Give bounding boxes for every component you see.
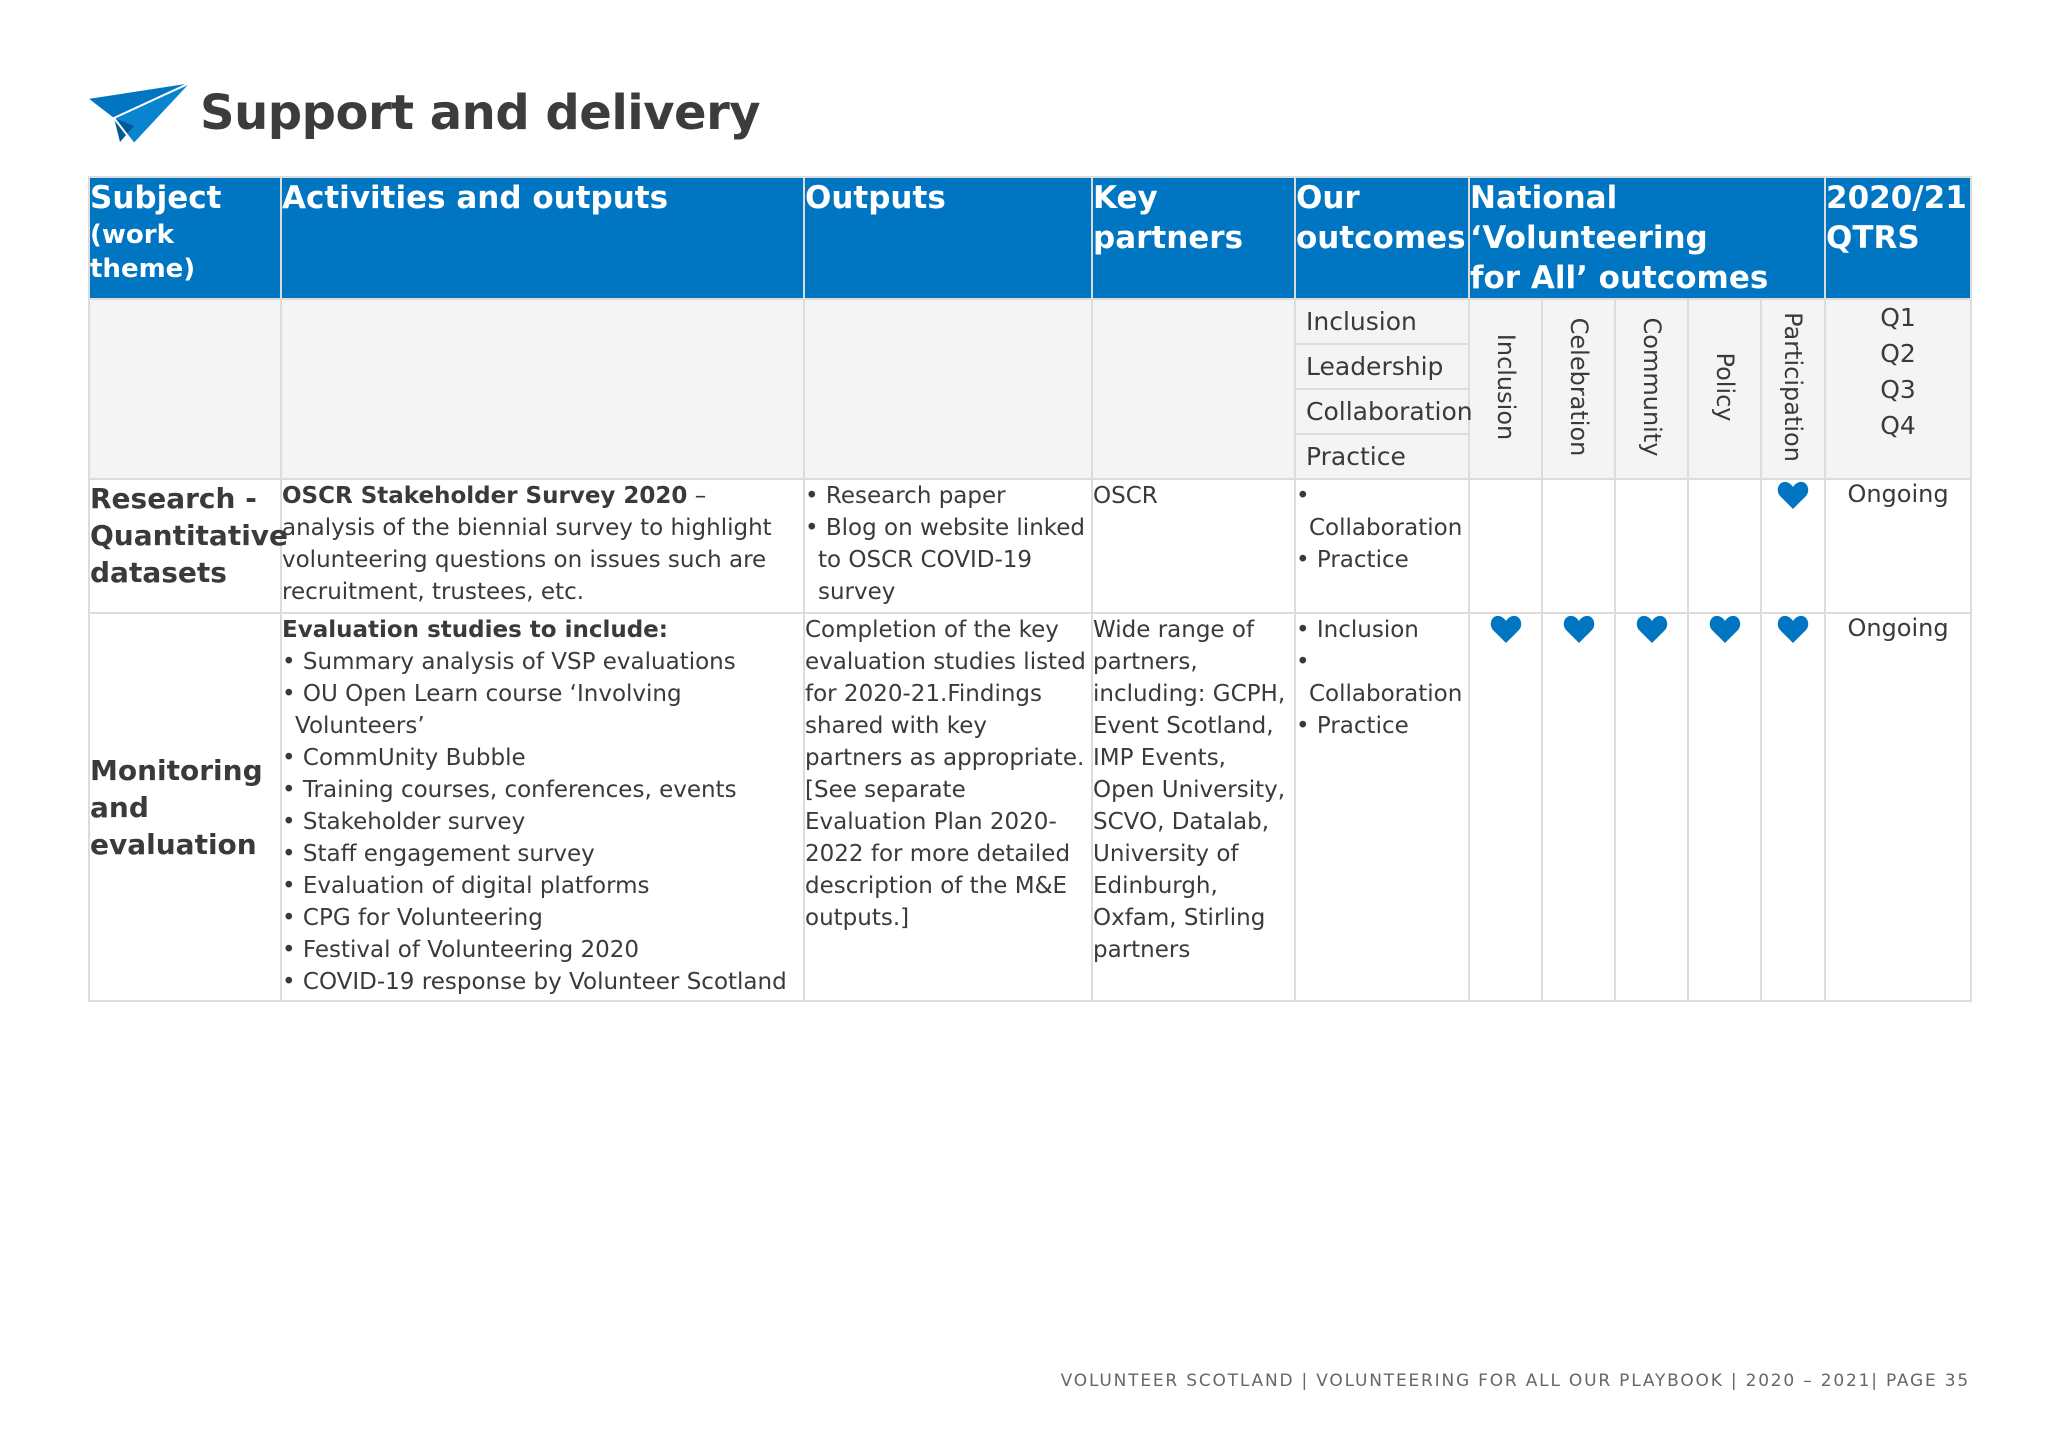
header-qtrs: 2020/21 QTRS — [1825, 177, 1971, 299]
support-delivery-table — [88, 176, 1972, 1002]
heart-icon — [1636, 614, 1668, 644]
header-national-outcomes: National ‘Volunteering for All’ outcomes — [1469, 177, 1825, 299]
mark-community — [1615, 613, 1688, 1001]
row-outputs: • Research paper • Blog on website linked to OSCR COVID-19 survey — [804, 479, 1092, 613]
row-qtrs: Ongoing — [1825, 479, 1971, 613]
header-outputs: Outputs — [804, 177, 1092, 299]
outcome-leadership: Leadership — [1296, 345, 1468, 390]
heart-icon — [1563, 614, 1595, 644]
outcome-inclusion: Inclusion — [1296, 300, 1468, 345]
header-our-outcomes: Our outcomes — [1295, 177, 1469, 299]
page-title: Support and delivery — [200, 85, 761, 141]
mark-participation — [1761, 479, 1825, 613]
header-activities: Activities and outputs — [281, 177, 804, 299]
row-outputs: Completion of the key evaluation studies listed for 2020-21.Findings shared with key partners as appropriate. [See separate Evaluation Plan 2020-2022 for more detailed description of the M&E outputs.] — [804, 613, 1092, 1001]
national-policy: Policy — [1710, 352, 1739, 422]
row-activities: OSCR Stakeholder Survey 2020 – analysis of the biennial survey to highlight volunteering questions on issues such are recruitment, trustees, etc. — [281, 479, 804, 613]
heart-icon — [1777, 480, 1809, 510]
mark-participation — [1761, 613, 1825, 1001]
outcome-collaboration: Collaboration — [1296, 390, 1468, 435]
mark-celebration — [1542, 479, 1615, 613]
national-community: Community — [1637, 317, 1666, 457]
mark-inclusion — [1469, 613, 1542, 1001]
header-key-partners: Key partners — [1092, 177, 1295, 299]
page-footer: VOLUNTEER SCOTLAND | VOLUNTEERING FOR ALL OUR PLAYBOOK | 2020 – 2021| PAGE 35 — [1060, 1371, 1970, 1391]
mark-inclusion — [1469, 479, 1542, 613]
row-subject: Monitoring and evaluation — [89, 613, 281, 1001]
mark-celebration — [1542, 613, 1615, 1001]
row-partners: Wide range of partners, including: GCPH, Event Scotland, IMP Events, Open University, SCVO, Datalab, University of Edinburgh, Oxfam, Stirling partners — [1092, 613, 1295, 1001]
heart-icon — [1777, 614, 1809, 644]
page-header — [88, 78, 760, 148]
row-qtrs: Ongoing — [1825, 613, 1971, 1001]
mark-policy — [1688, 479, 1761, 613]
heart-icon — [1709, 614, 1741, 644]
row-outcomes: • Inclusion • Collaboration • Practice — [1295, 613, 1469, 1001]
national-inclusion: Inclusion — [1491, 333, 1520, 441]
our-outcomes-list — [1295, 299, 1473, 479]
outcome-practice: Practice — [1306, 442, 1406, 471]
paper-plane-icon — [88, 82, 192, 144]
row-activities: Evaluation studies to include: • Summary analysis of VSP evaluations • OU Open Learn course ‘Involving Volunteers’ • CommUnity Bubble • Training courses, conferences, events • Stakeholder survey • Staff engagement survey • Evaluation of digital platforms • CPG for Volunteering • Festival of Volunteering 2020 • COVID-19 response by Volunteer Scotland — [281, 613, 804, 1001]
quarters-list: Q1 Q2 Q3 Q4 — [1825, 299, 1971, 479]
row-partners: OSCR — [1092, 479, 1295, 613]
row-subject: Research - Quantitative datasets — [89, 479, 281, 613]
table-row — [89, 613, 1971, 1001]
row-outcomes: • Collaboration • Practice — [1295, 479, 1469, 613]
heart-icon — [1490, 614, 1522, 644]
header-subject: Subject (work theme) — [89, 177, 281, 299]
mark-community — [1615, 479, 1688, 613]
national-celebration: Celebration — [1564, 317, 1593, 457]
subheader-row — [89, 299, 1971, 479]
table-row — [89, 479, 1971, 613]
mark-policy — [1688, 613, 1761, 1001]
national-participation: Participation — [1779, 312, 1808, 462]
